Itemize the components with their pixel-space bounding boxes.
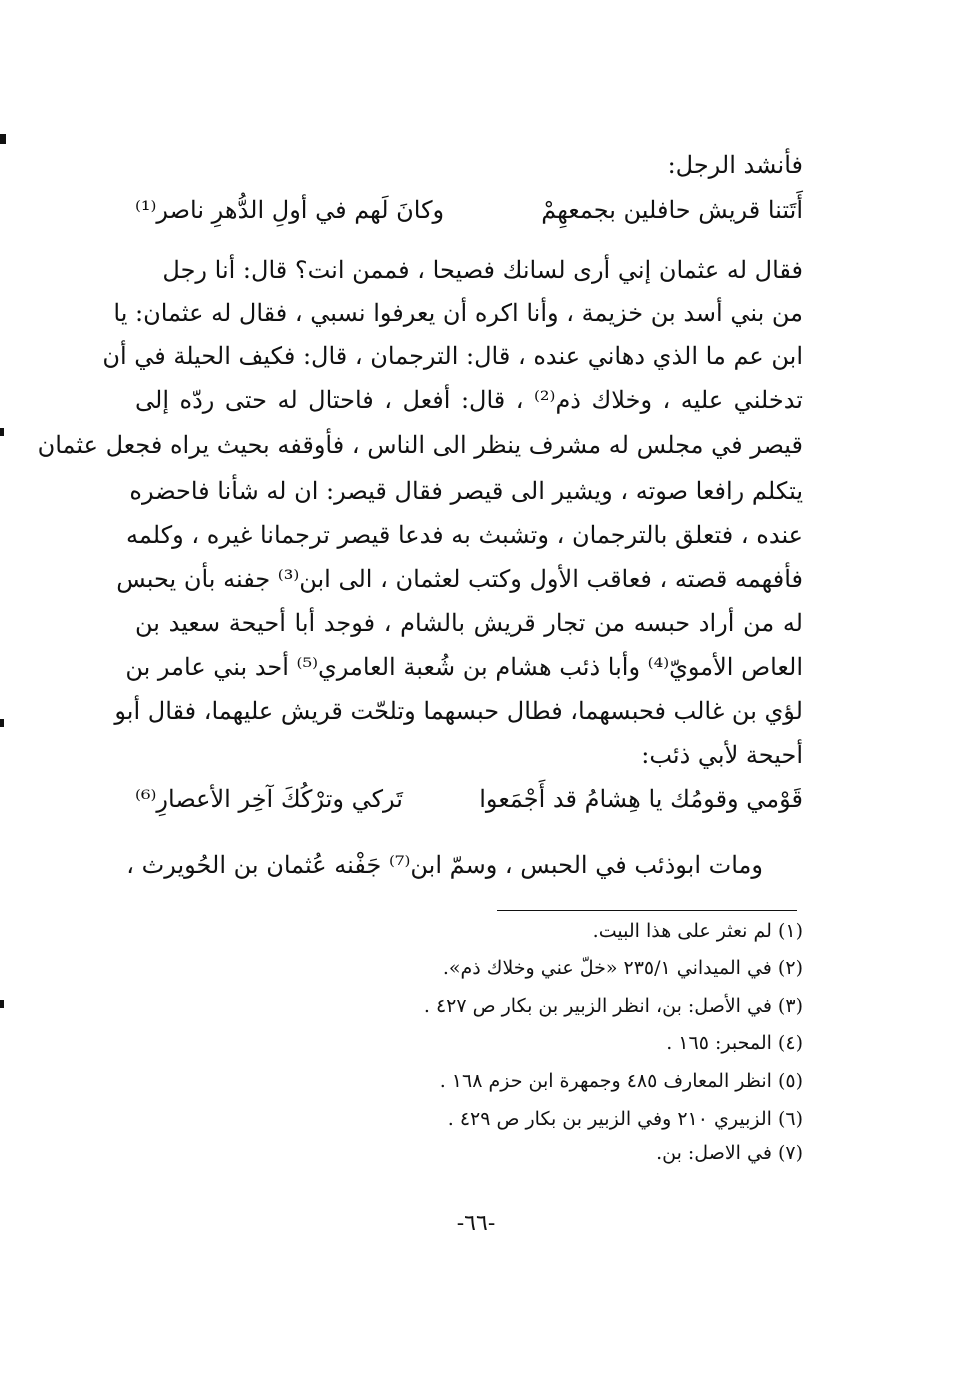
paragraph-line: له من أراد حبسه من تجار قريش بالشام ، فوجد أبا أحيحة سعيد بن: [135, 609, 803, 637]
verse-hemistich-second: تَركي وترْكُكَ آخِر الأعصارِ⁽⁶⁾: [135, 785, 403, 813]
verse-line: [135, 195, 803, 225]
paragraph-line: فأفهمه قصته ، فعاقب الأول وكتب لعثمان ، الى ابن⁽³⁾ جفنه بأن يحبس: [116, 565, 803, 593]
footnote: (٢) في الميداني ٢٣٥/١ «خلّ عني وخلاك ذم».: [442, 957, 803, 979]
footnote: (٣) في الأصل: بن، انظر الزبير بن بكار ص ٤٢٧ .: [423, 995, 803, 1017]
paragraph-line: يتكلم رافعا صوته ، ويشير الى قيصر فقال قيصر: ان له شأنا فاحضره: [129, 477, 803, 505]
footnote: (٧) في الاصل: بن.: [656, 1142, 803, 1164]
verse-hemistich-first: أَتَتنا قريش حافلين بجمعهِمْ: [541, 196, 803, 224]
footnote: (١) لم نعثر على هذا البيت.: [592, 920, 803, 942]
page-number: -٦٦-: [456, 1211, 496, 1236]
verse-line: [135, 784, 803, 814]
footnote: (٥) انظر المعارف ٤٨٥ وجمهرة ابن حزم ١٦٨ .: [439, 1070, 803, 1092]
footnote-divider: [497, 910, 797, 911]
paragraph-line: ابن عم ما الذي دهاني عنده ، قال: الترجمان ، قال: فكيف الحيلة في أن: [102, 342, 803, 370]
margin-mark: [0, 1000, 4, 1008]
closing-line: ومات ابوذئب في الحبس ، وسمّ ابن⁽⁷⁾ جَفْنه عُثمان بن الحُويرث ،: [126, 851, 763, 879]
margin-mark: [0, 719, 4, 727]
intro-line: فأنشد الرجل:: [667, 151, 803, 179]
margin-mark: [0, 428, 4, 436]
paragraph-line: عنده ، فتعلق بالترجمان ، وتشبث به فدعا قيصر ترجمانا غيره ، وكلمه: [126, 521, 803, 549]
paragraph-line: العاص الأمويّ⁽⁴⁾ وأبا ذئب هشام بن شُعبة العامري⁽⁵⁾ أحد بني عامر بن: [125, 653, 803, 681]
verse-hemistich-first: قَوْمي وقومُك يا هِشامُ قد أَجْمَعوا: [479, 785, 803, 813]
paragraph-line: أحيحة لأبي ذئب:: [641, 741, 803, 769]
verse-hemistich-second: وكانَ لَهم في أولِ الدُّهرِ ناصر⁽¹⁾: [135, 196, 445, 224]
paragraph-line: قيصر في مجلس له مشرف ينظر الى الناس ، فأوقفه بحيث يراه فجعل عثمان: [37, 431, 803, 459]
paragraph-line: لؤي بن غالب فحبسهما، فطال حبسهما وتلحّت قريش عليهما، فقال أبو: [114, 697, 803, 725]
footnote: (٦) الزبيري ٢١٠ وفي الزبير بن بكار ص ٤٢٩ .: [447, 1108, 803, 1130]
margin-mark: [0, 134, 6, 144]
paragraph-line: تدخلني عليه ، وخلاك ذم⁽²⁾ ، قال: أفعل ، فاحتال له حتى ردّه إلى: [135, 386, 803, 414]
paragraph-line: فقال له عثمان إني أرى لسانك فصيحا ، فممن انت؟ قال: أنا رجل: [162, 256, 803, 284]
paragraph-line: من بني أسد بن خزيمة ، وأنا اكره أن يعرفوا نسبي ، فقال له عثمان: يا: [113, 299, 803, 327]
footnote: (٤) المحبر: ١٦٥ .: [666, 1032, 803, 1054]
